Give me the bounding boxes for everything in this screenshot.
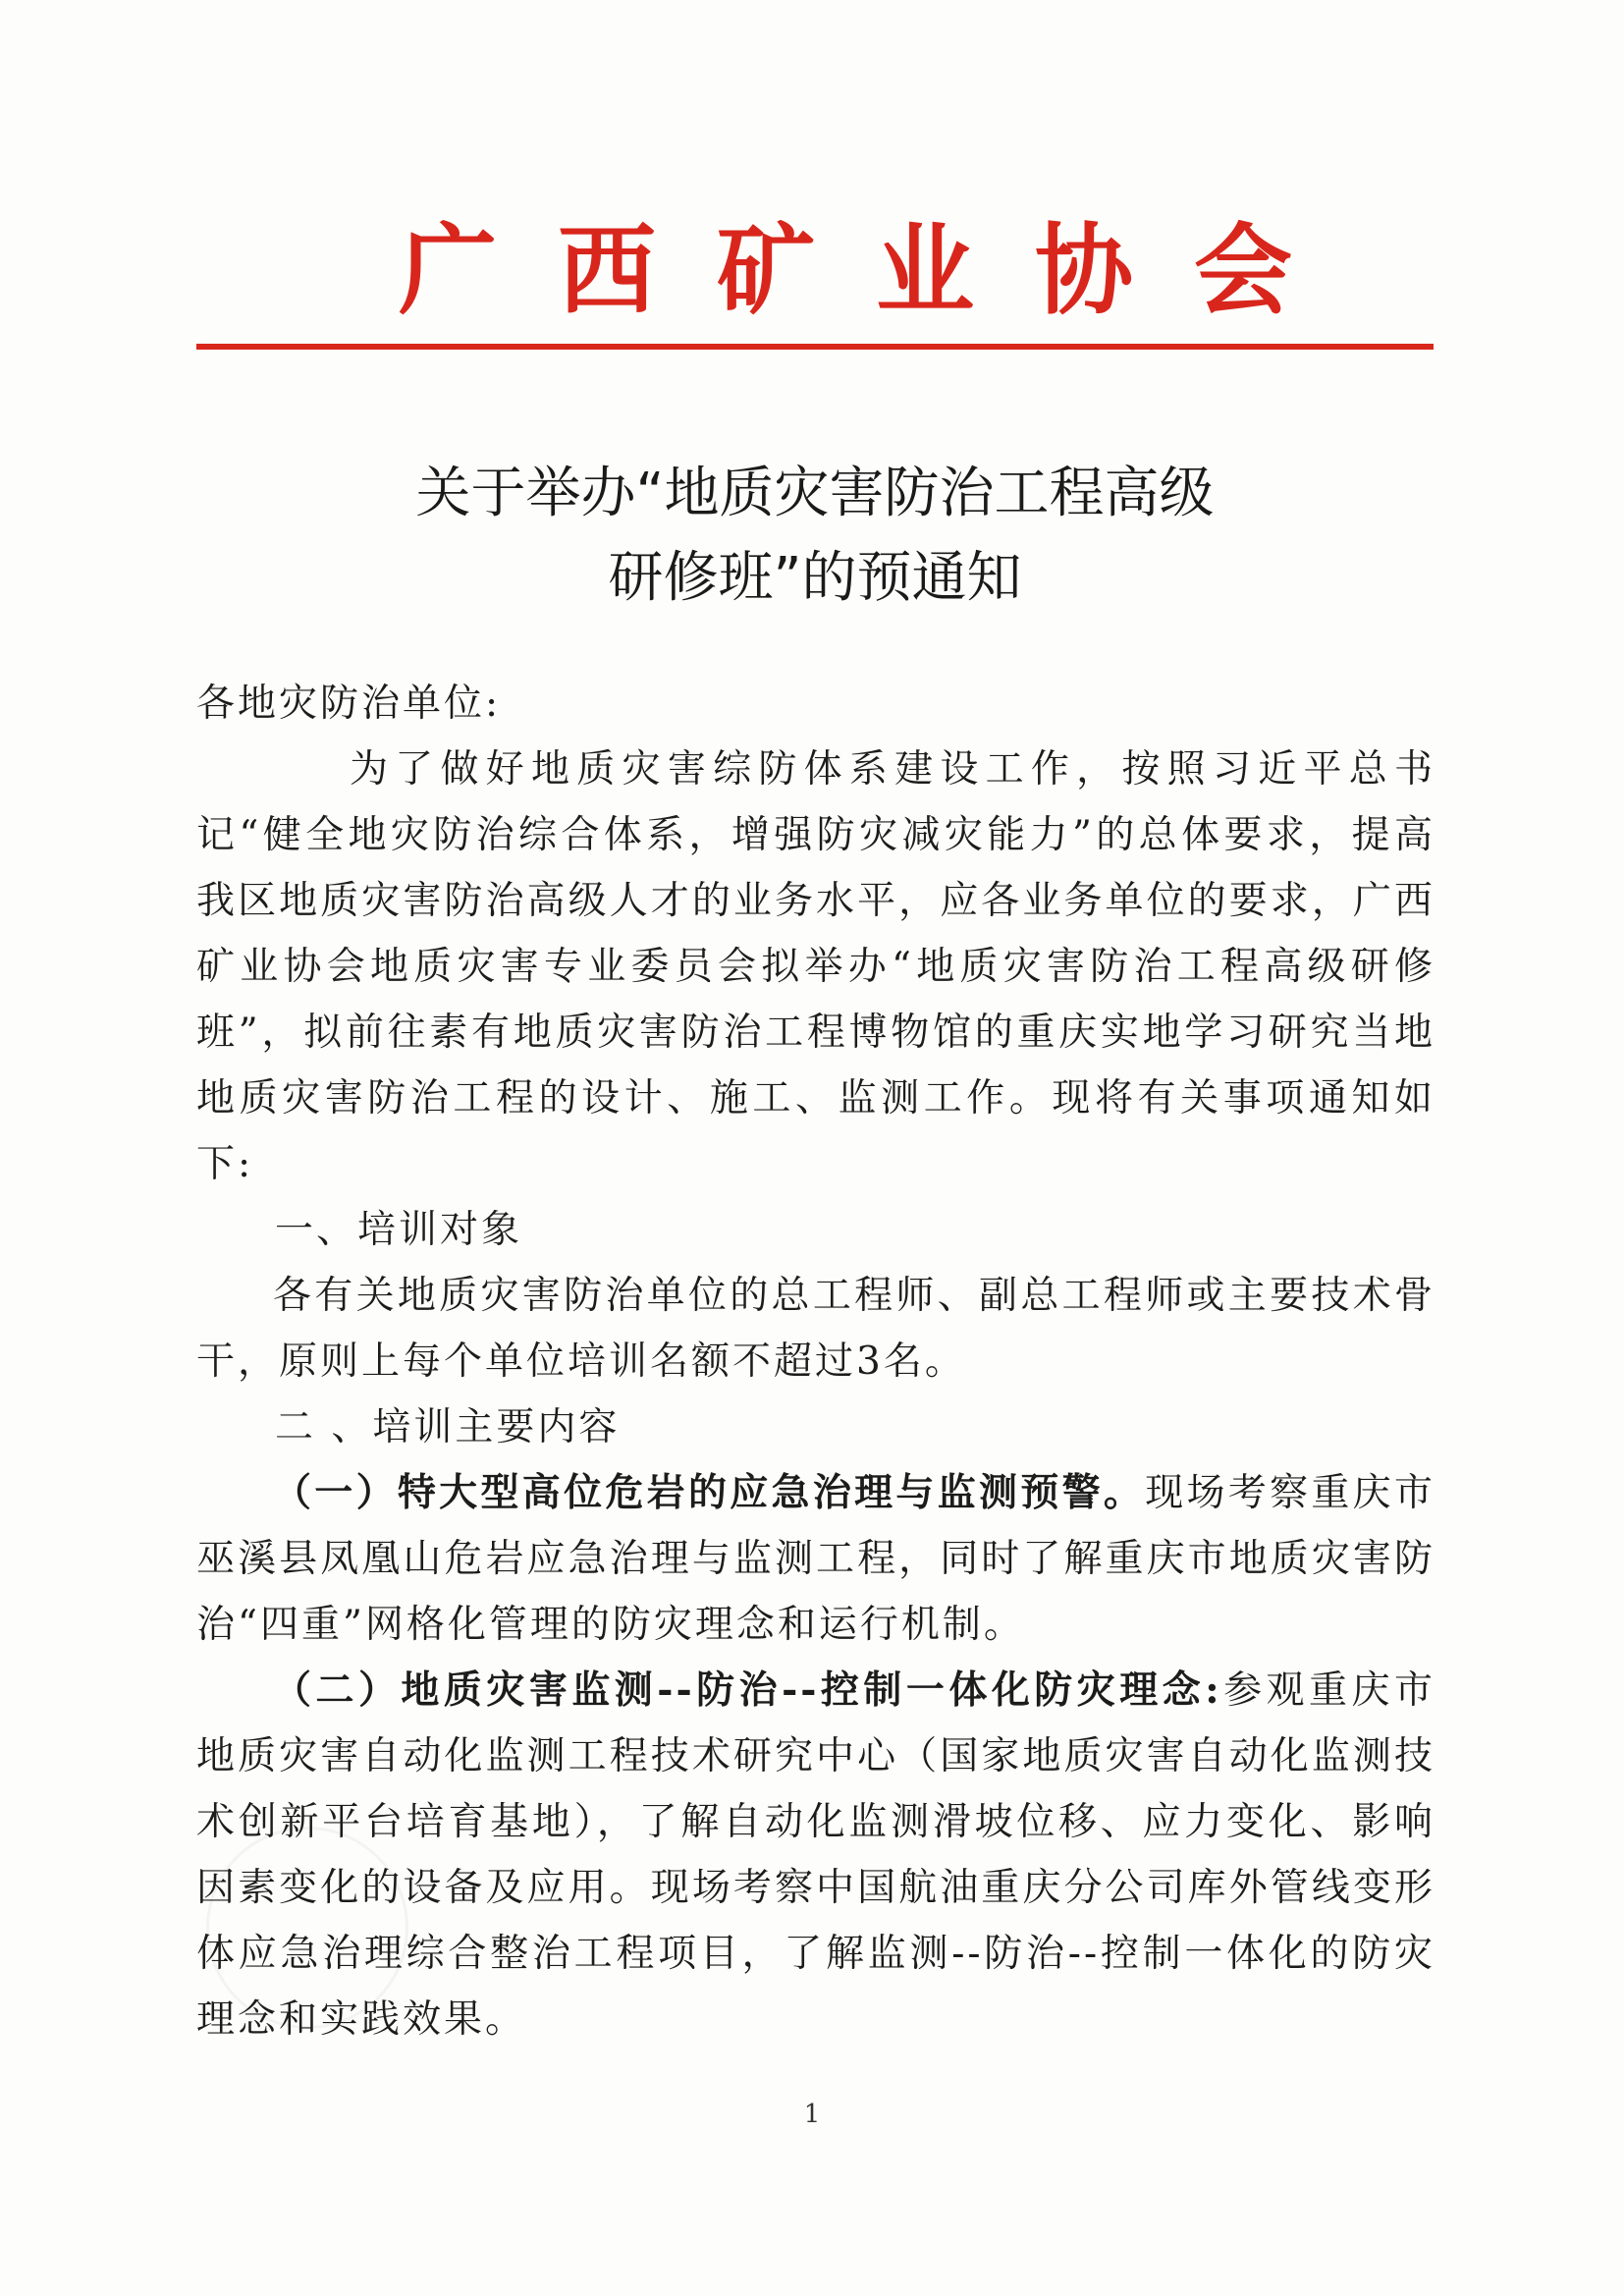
page-number: 1 — [803, 2100, 821, 2129]
section-1-paragraph: 各有关地质灾害防治单位的总工程师、副总工程师或主要技术骨干，原则上每个单位培训名额不超过3名。 — [196, 1274, 1435, 1384]
section-heading-2: 二 、培训主要内容 — [275, 1405, 621, 1449]
item-1-lead: （一）特大型高位危岩的应急治理与监测预警。 — [273, 1470, 1146, 1515]
letterhead-red-rule — [196, 344, 1434, 350]
item-2-paragraph — [196, 1658, 1435, 2052]
salutation: 各地灾防治单位: — [196, 682, 502, 726]
document-title — [295, 452, 1335, 621]
title-line-2: 研修班”的预通知 — [608, 546, 1022, 610]
document-body — [196, 671, 1435, 2052]
item-2-body: 参观重庆市地质灾害自动化监测工程技术研究中心（国家地质灾害自动化监测技术创新平台培育基地），了解自动化监测滑坡位移、应力变化、影响因素变化的设备及应用。现场考察中国航油重庆分公司库外管线变形体应急治理综合整治工程项目，了解监测--防治--控制一体化的防灾理念和实践效果。 — [196, 1668, 1435, 2042]
item-1-body: 现场考察重庆市巫溪县凤凰山危岩应急治理与监测工程，同时了解重庆市地质灾害防治“四重”网格化管理的防灾理念和运行机制。 — [196, 1471, 1435, 1647]
letterhead-org-name: 广西矿业协会 — [399, 212, 1353, 328]
item-2-lead: （二）地质灾害监测--防治--控制一体化防灾理念: — [273, 1667, 1222, 1713]
intro-paragraph: 为了做好地质灾害综防体系建设工作，按照习近平总书记“健全地灾防治综合体系，增强防灾减灾能力”的总体要求，提高我区地质灾害防治高级人才的业务水平，应各业务单位的要求，广西矿业协会地质灾害专业委员会拟举办“地质灾害防治工程高级研修班”，拟前往素有地质灾害防治工程博物馆的重庆实地学习研究当地地质灾害防治工程的设计、施工、监测工作。现将有关事项通知如下: — [196, 747, 1435, 1186]
section-heading-1: 一、培训对象 — [275, 1208, 523, 1252]
item-1-paragraph — [196, 1460, 1435, 1658]
title-line-1: 关于举办“地质灾害防治工程高级 — [415, 462, 1215, 525]
